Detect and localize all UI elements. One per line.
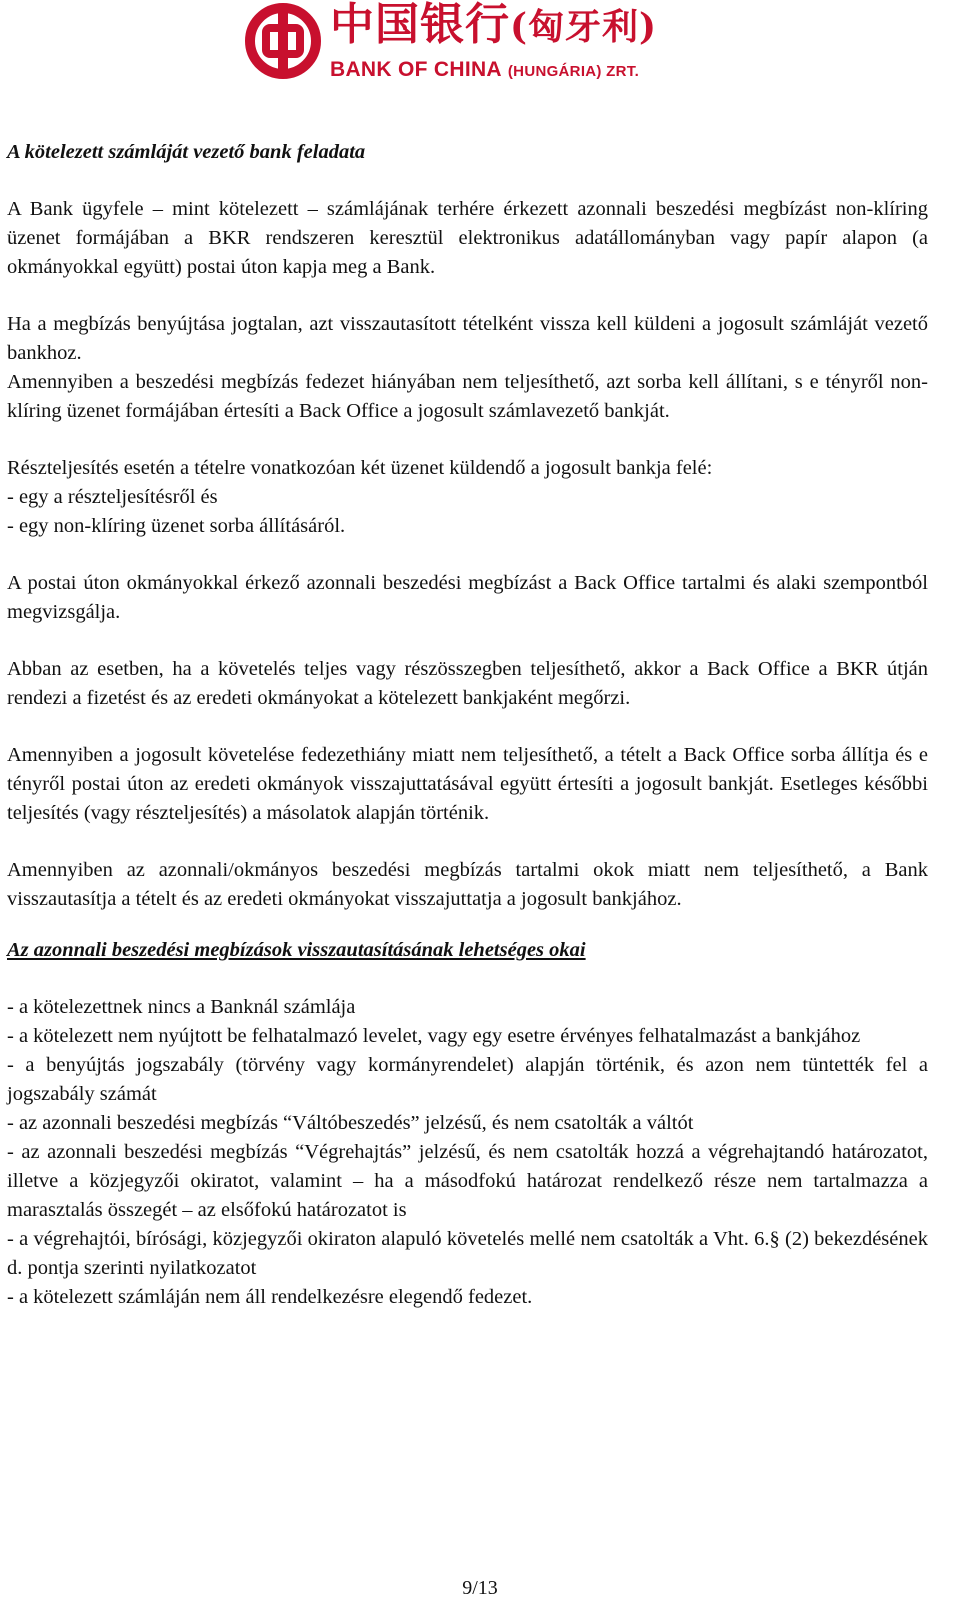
list-item: - az azonnali beszedési megbízás “Végrehajtás” jelzésű, és nem csatolták hozzá a végrehajtandó határozatot, illetve a közjegyzői okiratot, valamint – ha a másodfokú határozat rendelkező része nem tartalmazza a marasztalás összegét – az elsőfokú határozatot is — [7, 1141, 928, 1221]
bank-of-china-logo-icon — [244, 2, 322, 80]
list-item: - egy non-klíring üzenet sorba állításáról. — [7, 515, 346, 537]
paragraph: Ha a megbízás benyújtása jogtalan, azt visszautasított tételként vissza kell küldeni a jogosult számláját vezető bankhoz. — [7, 313, 928, 364]
section-title: A kötelezett számláját vezető bank feladata — [7, 141, 366, 163]
paragraph: A Bank ügyfele – mint kötelezett – számlájának terhére érkezett azonnali beszedési megbízást non-klíring üzenet formájában a BKR rendszeren keresztül elektronikus adatállományban vagy papír alapon (a okmányokkal együtt) postai úton kapja meg a Bank. — [7, 198, 928, 278]
list-item: - a kötelezettnek nincs a Banknál számlája — [7, 996, 356, 1018]
document-body — [7, 138, 928, 1312]
list-item: - a végrehajtói, bírósági, közjegyzői okiraton alapuló követelés mellé nem csatolták a Vht. 6.§ (2) bekezdésének d. pontja szerinti nyilatkozatot — [7, 1228, 928, 1279]
paragraph: Abban az esetben, ha a követelés teljes vagy részösszegben teljesíthető, akkor a Back Office a BKR útján rendezi a fizetést és az eredeti okmányokat a kötelezett bankjaként megőrzi. — [7, 658, 928, 709]
list-item: - az azonnali beszedési megbízás “Váltóbeszedés” jelzésű, és nem csatolták a váltót — [7, 1112, 694, 1134]
list-item: - egy a részteljesítésről és — [7, 486, 218, 508]
list-item: - a kötelezett nem nyújtott be felhatalmazó levelet, vagy egy esetre érvényes felhatalmazást a bankjához — [7, 1025, 861, 1047]
page-number: 9/13 — [462, 1577, 498, 1599]
list-item: - a kötelezett számláján nem áll rendelkezésre elegendő fedezet. — [7, 1286, 533, 1308]
paragraph: A postai úton okmányokkal érkező azonnali beszedési megbízást a Back Office tartalmi és alaki szempontból megvizsgálja. — [7, 572, 928, 623]
logo-english-text: BANK OF CHINA (HUNGÁRIA) ZRT. — [330, 58, 640, 81]
section-title: Az azonnali beszedési megbízások visszautasításának lehetséges okai — [7, 939, 586, 961]
bank-logo — [244, 0, 684, 86]
paragraph: Amennyiben az azonnali/okmányos beszedési megbízás tartalmi okok miatt nem teljesíthető, a Bank visszautasítja a tételt és az eredeti okmányokat visszajuttatja a jogosult bankjához. — [7, 859, 928, 910]
paragraph: Amennyiben a jogosult követelése fedezethiány miatt nem teljesíthető, a tételt a Back Office sorba állítja és e tényről postai úton az eredeti okmányok visszajuttatásával együtt értesíti a jogosult bankját. Esetleges későbbi teljesítés (vagy részteljesítés) a másolatok alapján történik. — [7, 744, 928, 824]
logo-chinese-text: 中国银行(匈牙利) — [330, 0, 658, 50]
paragraph: Amennyiben a beszedési megbízás fedezet hiányában nem teljesíthető, azt sorba kell állítani, s e tényről non-klíring üzenet formájában értesíti a Back Office a jogosult számlavezető bankját. — [7, 371, 928, 422]
paragraph: Részteljesítés esetén a tételre vonatkozóan két üzenet küldendő a jogosult bankja felé: — [7, 457, 713, 479]
list-item: - a benyújtás jogszabály (törvény vagy kormányrendelet) alapján történik, és azon nem tüntették fel a jogszabály számát — [7, 1054, 928, 1105]
